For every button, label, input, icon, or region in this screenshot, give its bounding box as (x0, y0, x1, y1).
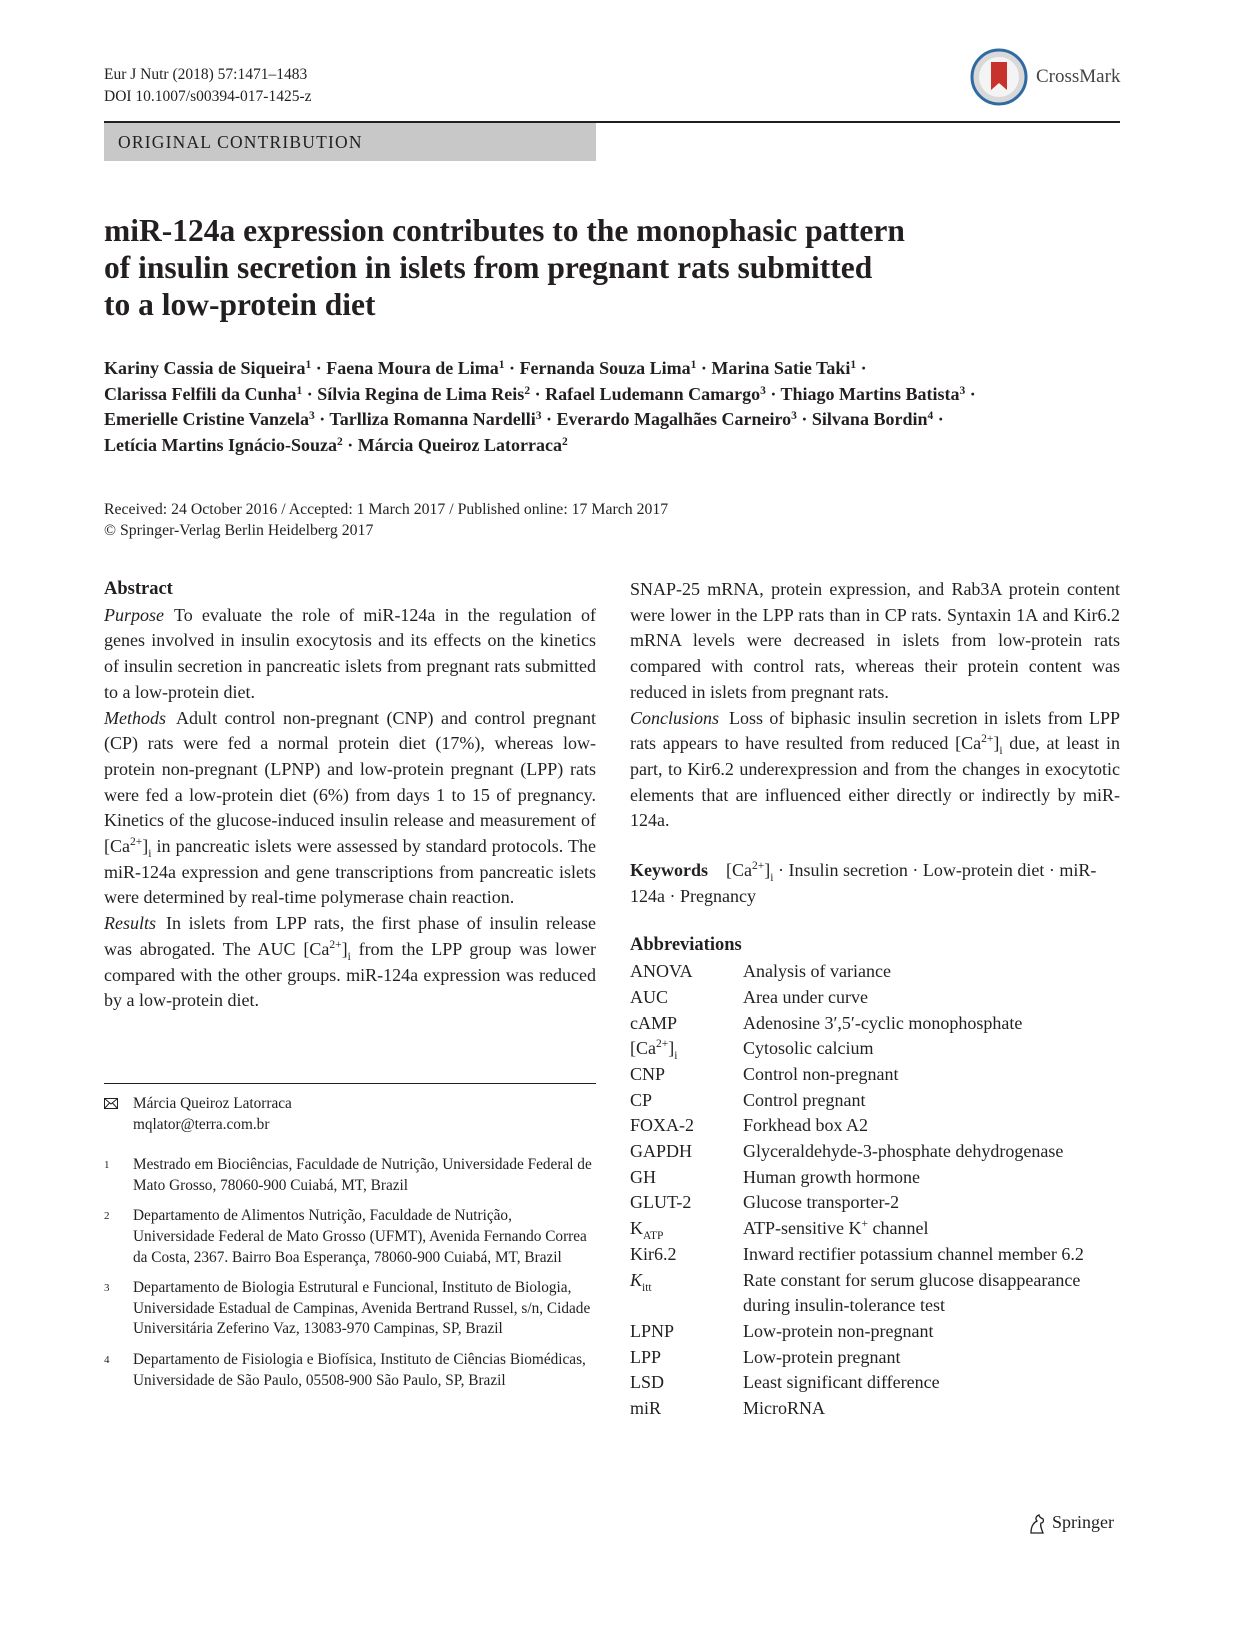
abbreviation-definition: ATP-sensitive K+ channel (743, 1218, 929, 1239)
abbreviation-row (630, 1190, 1120, 1216)
left-column (104, 577, 596, 1014)
abbreviation-definition: Least significant difference (743, 1372, 940, 1393)
results-text: SNAP-25 mRNA, protein expression, and Rab3A protein content were lower in the LPP rats than in CP rats. Syntaxin 1A and Kir6.2 mRNA levels were decreased in islets from low-protein rats compared with control rats, whereas their protein content was reduced in islets from pregnant rats. (630, 579, 1120, 702)
abstract-results-continued (630, 577, 1120, 706)
results-text: In islets from LPP rats, the first phase of insulin release was abrogated. The AUC (104, 913, 596, 959)
results-label: Results (104, 913, 156, 934)
calcium-term: $[Ca^{2+}]_i$ (104, 836, 152, 861)
abbreviations-heading: Abbreviations (630, 935, 742, 956)
conclusions-label: Conclusions (630, 707, 720, 728)
article-type-label: ORIGINAL CONTRIBUTION (104, 123, 596, 161)
affiliation-text: Departamento de Alimentos Nutrição, Faculdade de Nutrição, Universidade Federal de Mato Grosso (UFMT), Avenida Fernando Correa da Costa, 2367. Bairro Boa Esperança, 78060-900 Cuiabá, MT, Brazil (133, 1207, 587, 1266)
author-line: Clarissa Felfili da Cunha$^1$ · Sílvia Regina de Lima Reis$^2$ · Rafael Ludemann Camargo$^3$ · Thiago Martins Batista$^3$ · (104, 383, 976, 404)
affiliation (104, 1155, 596, 1196)
abbreviation-row (630, 1165, 1120, 1191)
affiliation-marker: 1 (690, 359, 697, 371)
affiliation-marker: 2 (336, 435, 343, 448)
right-column (630, 577, 1120, 1422)
author-name[interactable]: Faena Moura de Lima (326, 358, 499, 378)
affiliation-marker: 3 (308, 410, 315, 422)
author-name[interactable]: Tarlliza Romanna Nardelli (329, 409, 536, 429)
abbreviation-term: GH (630, 1166, 656, 1187)
abbreviation-term: miR (630, 1398, 662, 1419)
affiliation-marker: 1 (296, 384, 303, 397)
abstract-methods (104, 706, 596, 912)
abbreviation-definition: Rate constant for serum glucose disappearance during insulin-tolerance test (743, 1269, 1081, 1316)
affiliation-number: 4 (104, 1353, 110, 1366)
affiliation-marker: 2 (524, 384, 531, 397)
crossmark-badge[interactable] (970, 46, 1120, 108)
abbreviation-definition: Analysis of variance (743, 961, 891, 982)
abbreviation-row (630, 1242, 1120, 1268)
abstract-purpose (104, 603, 596, 706)
calcium-term: $[Ca^{2+}]_i$ (303, 938, 351, 963)
springer-horse-icon (1026, 1513, 1048, 1535)
abbreviation-term: GAPDH (630, 1141, 693, 1162)
history-dates: Received: 24 October 2016 / Accepted: 1 March 2017 / Published online: 17 March 2017 (104, 501, 669, 518)
abbreviation-row (630, 1113, 1120, 1139)
abbreviation-row (630, 1139, 1120, 1165)
calcium-term: $[Ca^{2+}]_i$ (726, 860, 774, 885)
abbreviation-row (630, 1370, 1120, 1396)
affiliation-marker: 1 (850, 359, 857, 371)
abbreviation-term: Kir6.2 (630, 1243, 677, 1264)
results-text: from the LPP group was lower compared with the other groups. miR-124a expression was reduced by a low-protein diet. (104, 938, 596, 1011)
author-line: Letícia Martins Ignácio-Souza$^2$ · Márcia Queiroz Latorraca$^2$ (104, 434, 568, 455)
affiliation (104, 1278, 596, 1340)
affiliation-number: 3 (104, 1282, 110, 1295)
title-line: of insulin secretion in islets from pregnant rats submitted (104, 250, 873, 285)
abbreviation-definition: Control pregnant (743, 1089, 866, 1110)
affiliation-text: Departamento de Biologia Estrutural e Funcional, Instituto de Biologia, Universidade Estadual de Campinas, Avenida Bertrand Russel, s/n, Cidade Universitária Zeferino Vaz, 13083-970 Campinas, SP, Brazil (133, 1279, 591, 1338)
affiliation-marker: 3 (959, 384, 966, 397)
abbreviation-row (630, 959, 1120, 985)
abbreviation-term: LPP (630, 1346, 662, 1367)
abbreviation-definition: Low-protein non-pregnant (743, 1320, 934, 1341)
keywords-list: · Insulin secretion · Low-protein diet · miR-124a · Pregnancy (630, 860, 1097, 906)
abbreviation-row (630, 1216, 1120, 1242)
affiliation-marker: 1 (305, 359, 312, 371)
methods-text: Adult control non-pregnant (CNP) and control pregnant (CP) rats were fed a normal protein diet (17%), whereas low-protein non-pregnant (LPNP) and low-protein pregnant (LPP) rats were fed a low-protein diet (6%) from days 1 to 15 of pregnancy. Kinetics of the glucose-induced insulin release and measurement of (104, 707, 596, 831)
affiliation-marker: 3 (760, 384, 766, 397)
affiliation-marker: 1 (498, 359, 505, 371)
affiliation-marker: 3 (535, 410, 542, 422)
abbreviation-row (630, 1319, 1120, 1345)
affiliation-marker: 4 (927, 410, 934, 422)
correspondence (104, 1094, 596, 1135)
crossmark-icon (970, 48, 1028, 106)
publication-dates (104, 499, 668, 541)
title-line: to a low-protein diet (104, 287, 376, 322)
conclusions-text: due, at least in part, to Kir6.2 underexpression and from the changes in exocytotic elements that are influenced either directly or indirectly by miR-124a. (630, 733, 1120, 831)
abbreviation-definition: Glucose transporter-2 (743, 1192, 900, 1213)
abbreviation-definition: MicroRNA (743, 1398, 825, 1419)
title-line: miR-124a expression contributes to the monophasic pattern (104, 213, 905, 248)
affiliation-number: 2 (104, 1210, 110, 1223)
author-list (104, 356, 1120, 458)
affiliation (104, 1350, 596, 1391)
author-name[interactable]: Rafael Ludemann Camargo (545, 383, 761, 404)
abbreviation-definition: Inward rectifier potassium channel member 6.2 (743, 1243, 1084, 1264)
abbreviation-definition: Area under curve (743, 986, 868, 1007)
abbreviation-row (630, 985, 1120, 1011)
abbreviation-row (630, 1062, 1120, 1088)
corresponding-author: Márcia Queiroz Latorraca (133, 1095, 292, 1112)
purpose-text: To evaluate the role of miR-124a in the regulation of genes involved in insulin exocytosis and its effects on the kinetics of insulin secretion in pancreatic islets from pregnant rats submitted to a low-protein diet. (104, 604, 596, 702)
article-title (104, 212, 1004, 323)
affiliation-number: 1 (104, 1159, 110, 1172)
abbreviation-term: $[Ca^{2+}]_i$ (630, 1038, 678, 1063)
abbreviation-row (630, 1345, 1120, 1371)
abbreviation-term: cAMP (630, 1012, 678, 1033)
abbreviation-term: LPNP (630, 1320, 675, 1341)
keywords-label: Keywords (630, 860, 708, 881)
abbreviation-term: CP (630, 1089, 653, 1110)
author-name[interactable]: Kariny Cassia de Siqueira (104, 358, 306, 378)
author-name[interactable]: Marina Satie Taki (711, 358, 851, 378)
abbreviation-term: AUC (630, 986, 669, 1007)
author-line: Kariny Cassia de Siqueira$^1$ · Faena Moura de Lima$^1$ · Fernanda Souza Lima$^1$ · Marina Satie Taki$^1$ · (104, 358, 867, 378)
affiliation-marker: 3 (791, 410, 797, 422)
abbreviation-term: GLUT-2 (630, 1192, 692, 1213)
abbreviation-row (630, 1036, 1120, 1062)
author-name[interactable]: Sílvia Regina de Lima Reis (317, 383, 525, 404)
email-link[interactable]: mqlator@terra.com.br (133, 1115, 270, 1133)
author-name[interactable]: Clarissa Felfili da Cunha (104, 383, 297, 404)
author-name[interactable]: Silvana Bordin (811, 409, 928, 429)
affiliation-text: Departamento de Fisiologia e Biofísica, Instituto de Ciências Biomédicas, Universidade de São Paulo, 05508-900 São Paulo, SP, Brazil (133, 1350, 586, 1389)
author-name[interactable]: Everardo Magalhães Carneiro (556, 409, 792, 429)
abbreviation-definition: Human growth hormone (743, 1166, 920, 1187)
author-name[interactable]: Fernanda Souza Lima (519, 358, 691, 378)
abbreviation-term: $K_{ATP}$ (630, 1218, 664, 1243)
affiliation-text: Mestrado em Biociências, Faculdade de Nutrição, Universidade Federal de Mato Grosso, 78060-900 Cuiabá, MT, Brazil (133, 1156, 592, 1194)
abbreviation-term: LSD (630, 1372, 665, 1393)
doi-text[interactable]: DOI 10.1007/s00394-017-1425-z (104, 88, 312, 105)
methods-label: Methods (104, 707, 166, 728)
abbreviation-term: $K_{itt}$ (630, 1269, 652, 1294)
abbreviation-row (630, 1396, 1120, 1422)
abbreviation-definition: Low-protein pregnant (743, 1346, 901, 1367)
abstract-conclusions (630, 706, 1120, 835)
abbreviation-row (630, 1088, 1120, 1114)
abstract-results (104, 911, 596, 1014)
author-name[interactable]: Thiago Martins Batista (780, 383, 960, 404)
author-name[interactable]: Márcia Queiroz Latorraca (357, 434, 563, 455)
envelope-icon (104, 1098, 118, 1109)
affiliation (104, 1206, 596, 1268)
abbreviation-row (630, 1268, 1120, 1319)
crossmark-label: CrossMark (1036, 66, 1121, 87)
calcium-term: $[Ca^{2+}]_i$ (955, 733, 1003, 758)
author-line: Emerielle Cristine Vanzela$^3$ · Tarlliza Romanna Nardelli$^3$ · Everardo Magalhães Carneiro$^3$ · Silvana Bordin$^4$ · (104, 409, 944, 429)
affiliation-marker: 2 (562, 435, 568, 448)
abbreviation-definition: Adenosine 3′,5′-cyclic monophosphate (743, 1012, 1023, 1033)
abbreviation-definition: Cytosolic calcium (743, 1038, 874, 1059)
copyright-line: © Springer-Verlag Berlin Heidelberg 2017 (104, 522, 374, 539)
author-name[interactable]: Emerielle Cristine Vanzela (104, 409, 309, 429)
abbreviation-term: ANOVA (630, 961, 693, 982)
purpose-label: Purpose (104, 604, 164, 625)
keywords (630, 858, 1120, 909)
footnotes (104, 1094, 596, 1401)
abbreviation-row (630, 1011, 1120, 1037)
author-name[interactable]: Letícia Martins Ignácio-Souza (104, 434, 337, 455)
abbreviation-term: CNP (630, 1063, 666, 1084)
conclusions-text: Loss of biphasic insulin secretion in islets from LPP rats appears to have resulted from reduced (630, 707, 1120, 754)
journal-citation: Eur J Nutr (2018) 57:1471–1483 (104, 66, 308, 83)
footnote-rule (104, 1083, 596, 1084)
abstract-heading: Abstract (104, 579, 173, 599)
abbreviation-term: FOXA-2 (630, 1115, 695, 1136)
journal-header (104, 64, 312, 108)
methods-text: in pancreatic islets were assessed by standard protocols. The miR-124a expression and gene transcriptions from pancreatic islets were determined by real-time polymerase chain reaction. (104, 836, 596, 908)
abbreviations-table (630, 959, 1120, 1422)
abbreviation-definition: Forkhead box A2 (743, 1115, 868, 1136)
abbreviation-definition: Glyceraldehyde-3-phosphate dehydrogenase (743, 1141, 1064, 1162)
springer-label: Springer (1052, 1512, 1114, 1532)
abbreviation-definition: Control non-pregnant (743, 1063, 899, 1084)
